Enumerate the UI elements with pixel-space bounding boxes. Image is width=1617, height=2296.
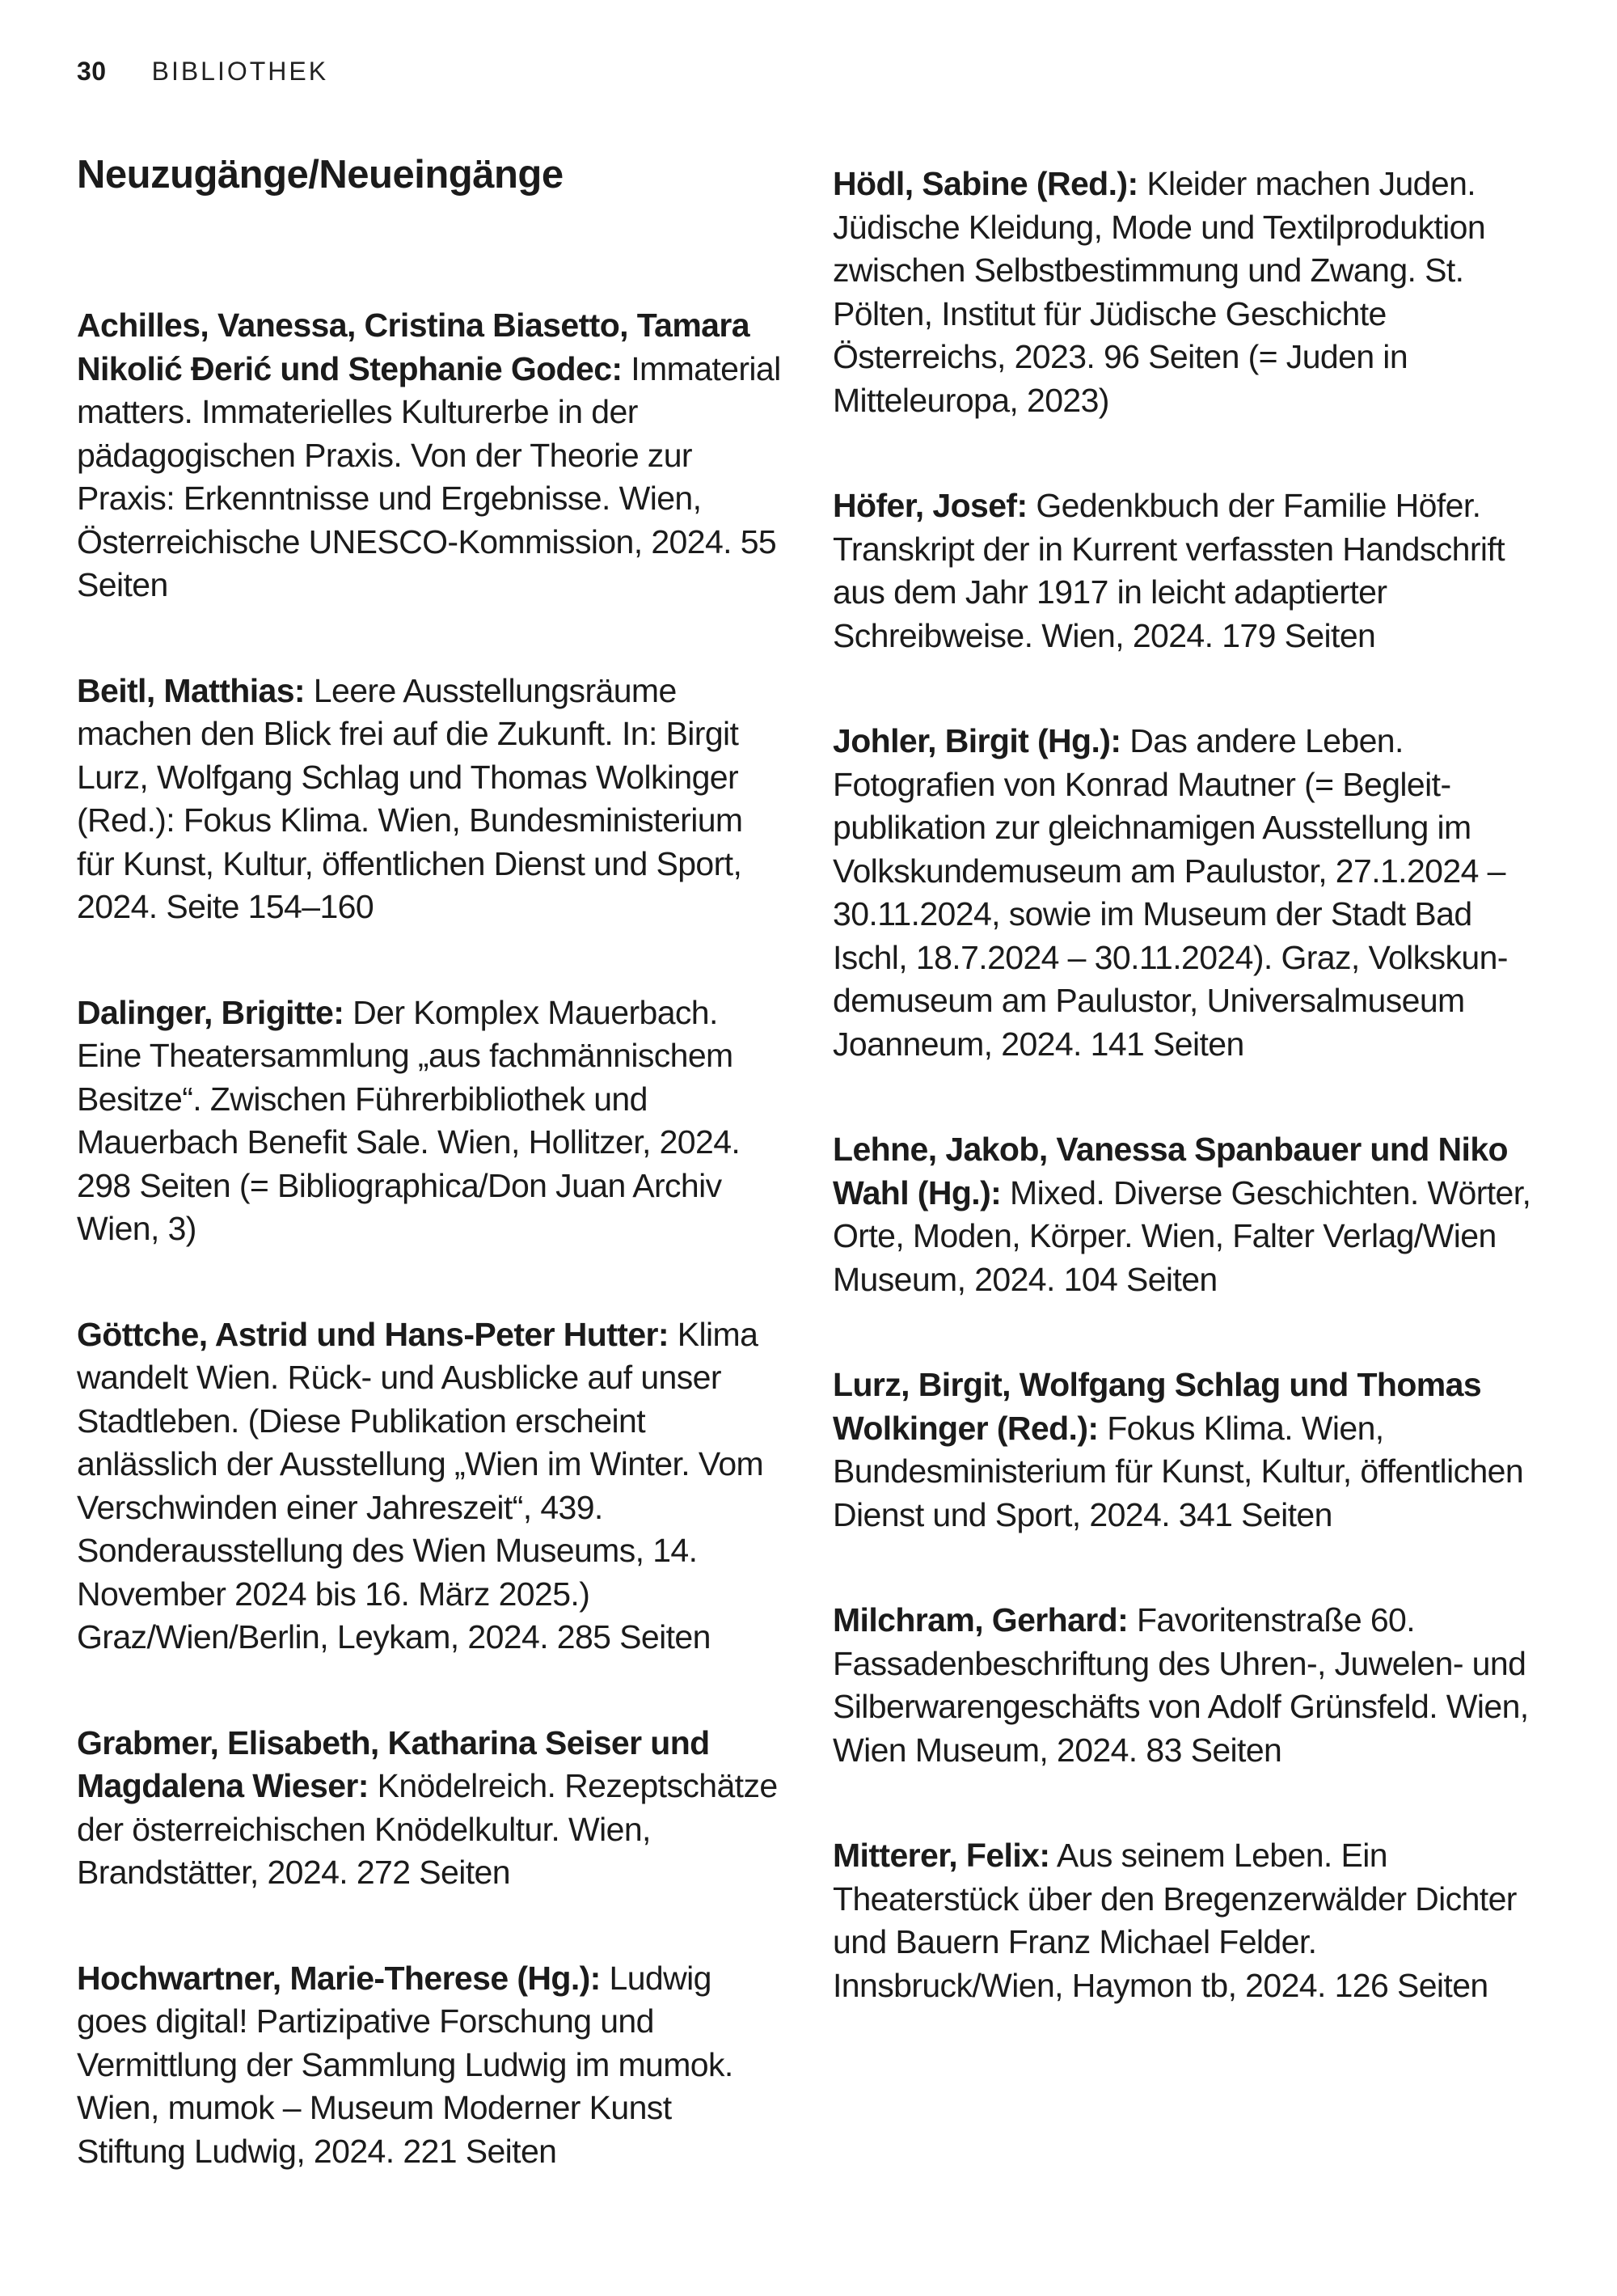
column-left: [77, 150, 783, 2173]
entry-author: Hochwartner, Marie-Therese (Hg.):: [77, 1959, 601, 1997]
entry-author: Milchram, Gerhard:: [833, 1601, 1129, 1638]
entry-text: Fokus Klima. Wien, Bundesministerium für Kunst, Kultur, öffentlichen Dienst und Sport, 2024. 341 Seiten: [833, 1409, 1524, 1533]
bibliography-entry: [77, 304, 783, 607]
content-columns: [77, 150, 1540, 2173]
bibliography-entry: [77, 1957, 783, 2174]
bibliography-entry: [77, 1722, 783, 1895]
page-number: 30: [77, 57, 107, 86]
bibliography-entry: [833, 1364, 1539, 1537]
column-right: [833, 150, 1539, 2173]
entry-author: Achilles, Vanessa, Cristina Biasetto, Tamara Nikolić Đerić und Stephanie Godec:: [77, 307, 749, 387]
bibliography-entry: [833, 1599, 1539, 1772]
entry-text: Kleider machen Juden. Jüdische Kleidung, Mode und Textilproduktion zwischen Selbstbestimmung und Zwang. St. Pölten, Institut für Jüdische Geschichte Österreichs, 2023. 96 Seiten (= Juden in Mitteleuropa, 2023): [833, 165, 1486, 419]
bibliography-entry: [77, 670, 783, 929]
entry-text: Ludwig goes digital! Partizipative Forschung und Vermittlung der Sammlung Ludwig im mumok. Wien, mumok – Museum Moderner Kunst Stiftung Ludwig, 2024. 221 Seiten: [77, 1959, 733, 2170]
bibliography-entry: [833, 484, 1539, 658]
entry-text: Mixed. Diverse Geschichten. Wörter, Orte, Moden, Körper. Wien, Falter Verlag/Wien Museum, 2024. 104 Seiten: [833, 1173, 1531, 1298]
bibliography-entry: [77, 992, 783, 1251]
entry-author: Göttche, Astrid und Hans-Peter Hutter:: [77, 1315, 669, 1353]
bibliography-entry: [833, 720, 1539, 1066]
entry-text: Der Komplex Mauerbach. Eine Theatersammlung „aus fachmännischem Besitze“. Zwischen Führerbibliothek und Mauerbach Benefit Sale. Wien, Hollitzer, 2024. 298 Seiten (= Bibliographica/Don Juan Archiv Wien, 3): [77, 993, 741, 1247]
page-title: Neuzugänge/Neueingänge: [77, 153, 564, 197]
entry-text: Immaterial matters. Immaterielles Kulturerbe in der pädagogischen Praxis. Von der Theorie zur Praxis: Erkenntnisse und Ergebnisse. Wien, Österreichische UNESCO-Kommission, 2024. 55 Seiten: [77, 349, 781, 603]
page-header: [77, 55, 1540, 87]
entry-author: Lehne, Jakob, Vanessa Spanbauer und Niko Wahl (Hg.):: [833, 1131, 1508, 1211]
entry-author: Johler, Birgit (Hg.):: [833, 722, 1121, 759]
entry-text: Knödelreich. Rezeptschätze der österreichischen Knödelkultur. Wien, Brandstätter, 2024. 272 Seiten: [77, 1767, 778, 1891]
bibliography-entry: [833, 163, 1539, 422]
bibliography-entry: [833, 1128, 1539, 1301]
entry-text: Favoritenstraße 60. Fassadenbeschriftung des Uhren-, Juwelen- und Silberwarengeschäfts von Adolf Grünsfeld. Wien, Wien Museum, 2024. 83 Seiten: [833, 1601, 1529, 1769]
entry-text: Aus seinem Leben. Ein Theaterstück über den Bregenzerwälder Dichter und Bauern Franz Michael Felder. Innsbruck/Wien, Haymon tb, 2024. 126 Seiten: [833, 1837, 1517, 2004]
entry-text: Das andere Leben. Fotografien von Konrad Mautner (= Begleitpublikation zur gleichnamigen Ausstellung im Volkskundemuseum am Paulustor, 27.1.2024 – 30.11.2024, sowie im Museum der Stadt Bad Ischl, 18.7.2024 – 30.11.2024). Graz, Volkskundemuseum am Paulustor, Universalmuseum Joanneum, 2024. 141 Seiten: [833, 722, 1509, 1063]
entry-author: Hödl, Sabine (Red.):: [833, 165, 1138, 202]
entry-author: Dalinger, Brigitte:: [77, 993, 344, 1031]
bibliography-entry: [833, 1834, 1539, 2007]
entry-author: Lurz, Birgit, Wolfgang Schlag und Thomas Wolkinger (Red.):: [833, 1366, 1482, 1447]
entry-text: Klima wandelt Wien. Rück- und Ausblicke auf unser Stadtleben. (Diese Publikation erscheint anlässlich der Ausstellung „Wien im Winter. Vom Verschwinden einer Jahreszeit“, 439. Sonderausstellung des Wien Museums, 14. November 2024 bis 16. März 2025.) Graz/Wien/Berlin, Leykam, 2024. 285 Seiten: [77, 1315, 764, 1655]
entry-author: Höfer, Josef:: [833, 487, 1028, 524]
section-label: BIBLIOTHEK: [151, 57, 329, 86]
entry-author: Mitterer, Felix:: [833, 1837, 1050, 1874]
entry-author: Grabmer, Elisabeth, Katharina Seiser und Magdalena Wieser:: [77, 1723, 710, 1804]
entry-author: Beitl, Matthias:: [77, 671, 305, 709]
entry-text: Leere Ausstellungsräume machen den Blick frei auf die Zukunft. In: Birgit Lurz, Wolfgang Schlag und Thomas Wolkinger (Red.): Fokus Klima. Wien, Bundesministerium für Kunst, Kultur, öffentlichen Dienst und Sport, 2024. Seite 154–160: [77, 671, 743, 925]
entry-text: Gedenkbuch der Familie Höfer. Transkript der in Kurrent verfassten Handschrift aus dem Jahr 1917 in leicht adaptierter Schreibweise. Wien, 2024. 179 Seiten: [833, 487, 1505, 654]
bibliography-entry: [77, 1313, 783, 1660]
